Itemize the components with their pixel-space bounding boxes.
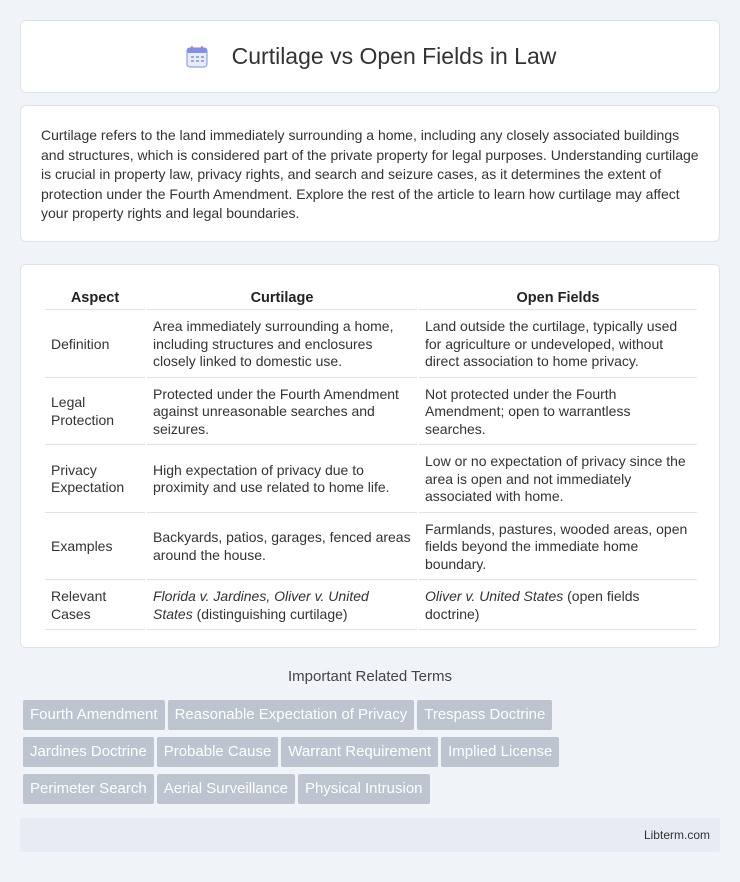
comparison-card bbox=[20, 264, 720, 648]
table-row bbox=[45, 515, 697, 581]
aspect-cell: Relevant Cases bbox=[45, 582, 145, 630]
table-row bbox=[45, 447, 697, 513]
curtilage-cell: Protected under the Fourth Amendment against unreasonable searches and seizures. bbox=[147, 380, 417, 446]
tag-implied-license[interactable]: Implied License bbox=[441, 737, 559, 767]
comparison-table bbox=[43, 285, 699, 632]
intro-card bbox=[20, 105, 720, 242]
tag-probable-cause[interactable]: Probable Cause bbox=[157, 737, 279, 767]
header-open-fields: Open Fields bbox=[419, 287, 697, 310]
table-row bbox=[45, 312, 697, 378]
table-row bbox=[45, 582, 697, 630]
curtilage-cell: High expectation of privacy due to proximity and use related to home life. bbox=[147, 447, 417, 513]
footer bbox=[20, 818, 720, 852]
curtilage-cell bbox=[147, 582, 417, 630]
aspect-cell: Privacy Expectation bbox=[45, 447, 145, 513]
tag-reasonable-expectation-of-privacy[interactable]: Reasonable Expectation of Privacy bbox=[168, 700, 415, 730]
aspect-cell: Examples bbox=[45, 515, 145, 581]
tag-fourth-amendment[interactable]: Fourth Amendment bbox=[23, 700, 165, 730]
header-curtilage: Curtilage bbox=[147, 287, 417, 310]
case-name: Oliver v. United States bbox=[425, 588, 564, 604]
page-title: Curtilage vs Open Fields in Law bbox=[231, 43, 557, 69]
open-fields-cell: Land outside the curtilage, typically used for agriculture or undeveloped, without direct association to home privacy. bbox=[419, 312, 697, 378]
tag-physical-intrusion[interactable]: Physical Intrusion bbox=[298, 774, 430, 804]
aspect-cell: Definition bbox=[45, 312, 145, 378]
open-fields-cell: Low or no expectation of privacy since the area is open and not immediately associated with home. bbox=[419, 447, 697, 513]
open-fields-cell: Not protected under the Fourth Amendment; open to warrantless searches. bbox=[419, 380, 697, 446]
related-terms-title: Important Related Terms bbox=[288, 668, 452, 685]
header-aspect: Aspect bbox=[45, 287, 145, 310]
table-header-row bbox=[45, 287, 697, 310]
curtilage-cell: Backyards, patios, garages, fenced areas around the house. bbox=[147, 515, 417, 581]
tag-warrant-requirement[interactable]: Warrant Requirement bbox=[281, 737, 438, 767]
calendar-icon bbox=[184, 44, 210, 70]
open-fields-cell bbox=[419, 582, 697, 630]
case-note: (open fields doctrine) bbox=[425, 588, 640, 622]
curtilage-cell: Area immediately surrounding a home, including structures and enclosures closely linked to domestic use. bbox=[147, 312, 417, 378]
aspect-cell: Legal Protection bbox=[45, 380, 145, 446]
tag-trespass-doctrine[interactable]: Trespass Doctrine bbox=[417, 700, 552, 730]
title-card bbox=[20, 20, 720, 93]
tag-perimeter-search[interactable]: Perimeter Search bbox=[23, 774, 154, 804]
intro-text: Curtilage refers to the land immediately surrounding a home, including any closely associated buildings and structures, which is considered part of the private property for legal purposes. Understanding curtilage is crucial in property law, privacy rights, and search and seizure cases, as it determines the extent of protection under the Fourth Amendment. Explore the rest of the article to learn how curtilage may affect your property rights and legal boundaries. bbox=[41, 127, 699, 221]
tag-aerial-surveillance[interactable]: Aerial Surveillance bbox=[157, 774, 295, 804]
table-row bbox=[45, 380, 697, 446]
related-terms-list bbox=[23, 700, 723, 811]
case-name: Florida v. Jardines, Oliver v. United States bbox=[153, 588, 369, 622]
case-note: (distinguishing curtilage) bbox=[192, 605, 348, 622]
tag-jardines-doctrine[interactable]: Jardines Doctrine bbox=[23, 737, 154, 767]
open-fields-cell: Farmlands, pastures, wooded areas, open fields beyond the immediate home boundary. bbox=[419, 515, 697, 581]
footer-site-link[interactable]: Libterm.com bbox=[643, 828, 710, 842]
